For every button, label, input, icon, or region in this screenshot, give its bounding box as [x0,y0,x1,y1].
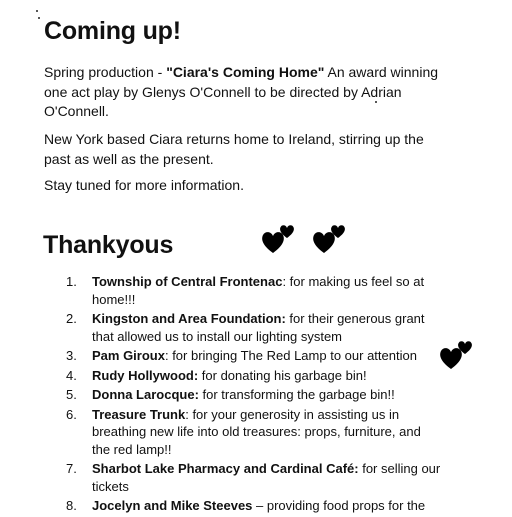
list-item [66,347,442,365]
p1-rest: An award winning one act play by Glenys O'Connell to be directed by Adrian O'Connell. [44,64,439,119]
thankyous-heading: Thankyous [43,231,174,259]
coming-up-heading: Coming up! [44,17,181,45]
scan-speck [36,10,38,12]
thanked-text: : for your generosity in assisting us in breathing new life into old treasures: props, furniture, and the red lamp!! [92,406,421,457]
scan-speck [375,101,377,103]
list-number: 4. [66,367,77,383]
thanked-text: : for bringing The Red Lamp to our attention [164,348,417,363]
list-number: 8. [66,498,77,513]
thanked-name: Kingston and Area Foundation: [92,311,286,326]
list-item [66,386,442,404]
thanked-text: – providing food props for the [252,498,426,513]
thanked-name: Township of Central Frontenac [92,274,283,289]
stay-tuned-paragraph: Stay tuned for more information. [44,177,244,193]
list-number: 2. [66,311,77,326]
thanked-name: Treasure Trunk [92,406,186,422]
synopsis-paragraph: New York based Ciara returns home to Ireland, stirring up the past as well as the present. [44,131,424,167]
spring-production-paragraph [44,63,444,122]
list-item [66,273,442,308]
thanked-name: Jocelyn and Mike Steeves [92,498,253,513]
list-number: 7. [66,461,77,476]
list-item [66,310,442,345]
heart-pair-icon [311,223,347,255]
list-number: 5. [66,387,77,402]
heart-pair-icon [260,223,296,255]
list-item [66,367,442,385]
list-item [66,460,442,495]
list-item [66,406,442,459]
thankyous-list [66,273,442,517]
scan-speck [38,17,40,19]
play-title: "Ciara's Coming Home" [166,64,325,80]
thanked-text: for transforming the garbage bin!! [198,387,395,402]
thanked-name: Sharbot Lake Pharmacy and Cardinal Café: [92,461,359,476]
thanked-text: for donating his garbage bin! [198,367,367,383]
thanked-text: for selling our tickets [92,461,441,494]
list-number: 6. [66,406,77,422]
list-number: 3. [66,348,77,363]
heart-pair-icon [438,339,474,371]
thanked-name: Rudy Hollywood: [92,367,199,383]
list-number: 1. [66,274,77,289]
p1-lead: Spring production - [44,64,167,80]
thanked-text: for their generous grant that allowed us to install our lighting system [92,311,425,344]
thanked-name: Pam Giroux [92,348,165,363]
thanked-text: : for making us feel so at home!!! [92,274,425,307]
thanked-name: Donna Larocque: [92,387,199,402]
